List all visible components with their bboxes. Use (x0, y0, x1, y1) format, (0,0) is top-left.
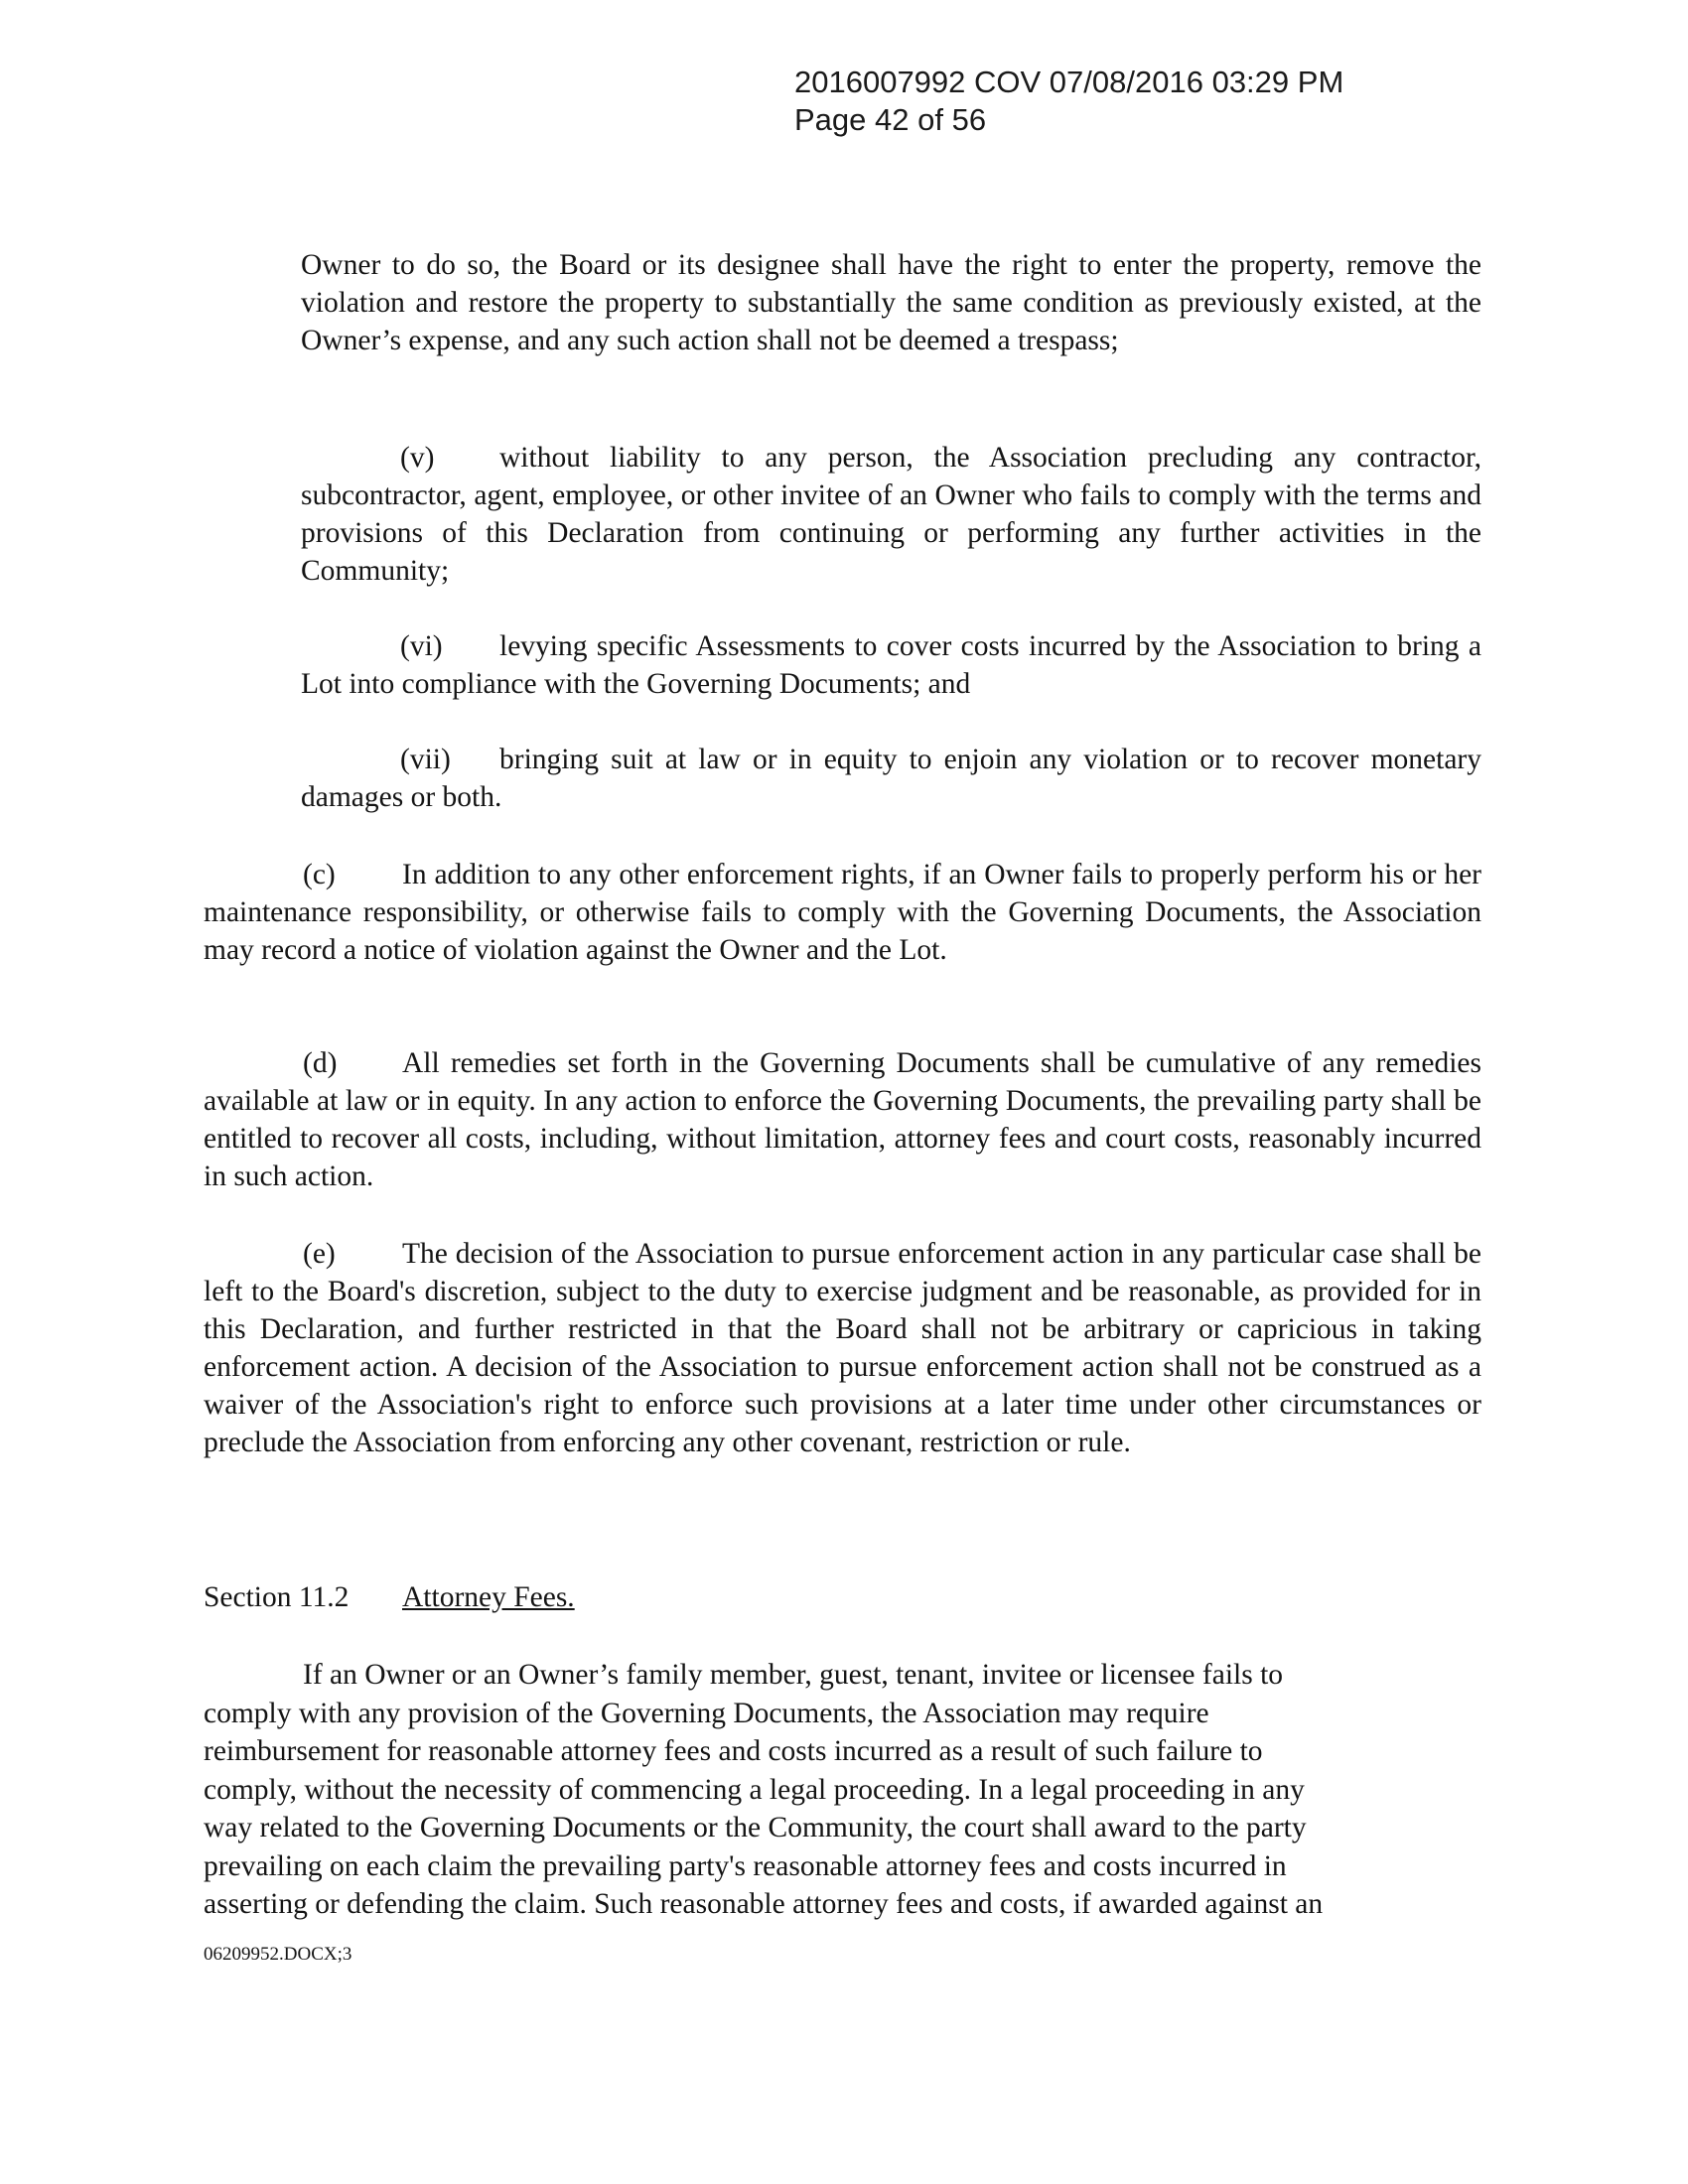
clause-d (204, 1044, 1481, 1195)
section-line: comply, without the necessity of commencing a legal proceeding. In a legal proceeding in any (204, 1773, 1305, 1806)
clause-vii-text: bringing suit at law or in equity to enjoin any violation or to recover monetary damages or both. (301, 744, 1481, 813)
section-number: Section 11.2 (204, 1581, 350, 1613)
section-heading (204, 1578, 575, 1616)
clause-vi-text: levying specific Assessments to cover costs incurred by the Association to bring a Lot into compliance with the Governing Documents; and (301, 630, 1481, 700)
section-line: If an Owner or an Owner’s family member, guest, tenant, invitee or licensee fails to (303, 1659, 1284, 1691)
clause-v-text: without liability to any person, the Association precluding any contractor, subcontractor, agent, employee, or other invitee of an Owner who fails to comply with the terms and provisions of this Declaration from continuing or performing any further activities in the Community; (301, 442, 1481, 587)
clause-d-label: (d) (303, 1047, 338, 1079)
clause-c (204, 856, 1481, 969)
clause-vii (301, 741, 1481, 816)
section-line: comply with any provision of the Governing Documents, the Association may require (204, 1697, 1209, 1729)
section-line: asserting or defending the claim. Such reasonable attorney fees and costs, if awarded against an (204, 1888, 1324, 1920)
recording-header (794, 64, 1343, 139)
clause-e-label: (e) (303, 1238, 336, 1270)
section-title: Attorney Fees. (402, 1581, 575, 1613)
clause-v-label: (v) (400, 442, 435, 474)
section-body (204, 1656, 1484, 1924)
section-line: prevailing on each claim the prevailing party's reasonable attorney fees and costs incurred in (204, 1849, 1287, 1882)
clause-vii-label: (vii) (400, 744, 451, 775)
continued-paragraph: Owner to do so, the Board or its designee shall have the right to enter the property, remove the violation and restore the property to substantially the same condition as previously existed, at the Owner’s expense, and any such action shall not be deemed a trespass; (301, 249, 1481, 356)
clause-e-text: The decision of the Association to pursue enforcement action in any particular case shall be left to the Board's discretion, subject to the duty to exercise judgment and be reasonable, as provided for in this Declaration, and further restricted in that the Board shall not be arbitrary or capricious in taking enforcement action. A decision of the Association to pursue enforcement action shall not be construed as a waiver of the Association's right to enforce such provisions at a later time under other circumstances or preclude the Association from enforcing any other covenant, restriction or rule. (204, 1238, 1481, 1458)
clause-c-text: In addition to any other enforcement rights, if an Owner fails to properly perform his or her maintenance responsibility, or otherwise fails to comply with the Governing Documents, the Association may record a notice of violation against the Owner and the Lot. (204, 859, 1481, 966)
clause-c-label: (c) (303, 859, 336, 890)
section-line: way related to the Governing Documents or the Community, the court shall award to the party (204, 1812, 1307, 1843)
page-number: Page 42 of 56 (794, 102, 987, 137)
recording-stamp: 2016007992 COV 07/08/2016 03:29 PM (794, 65, 1344, 99)
clause-vi (301, 627, 1481, 703)
clause-e (204, 1235, 1481, 1461)
document-id: 06209952.DOCX;3 (204, 1944, 352, 1965)
clause-d-text: All remedies set forth in the Governing Documents shall be cumulative of any remedies available at law or in equity. In any action to enforce the Governing Documents, the prevailing party shall be entitled to recover all costs, including, without limitation, attorney fees and court costs, reasonably incurred in such action. (204, 1047, 1481, 1192)
clause-vi-label: (vi) (400, 630, 443, 662)
clause-v (301, 439, 1481, 590)
section-line: reimbursement for reasonable attorney fees and costs incurred as a result of such failure to (204, 1735, 1263, 1767)
